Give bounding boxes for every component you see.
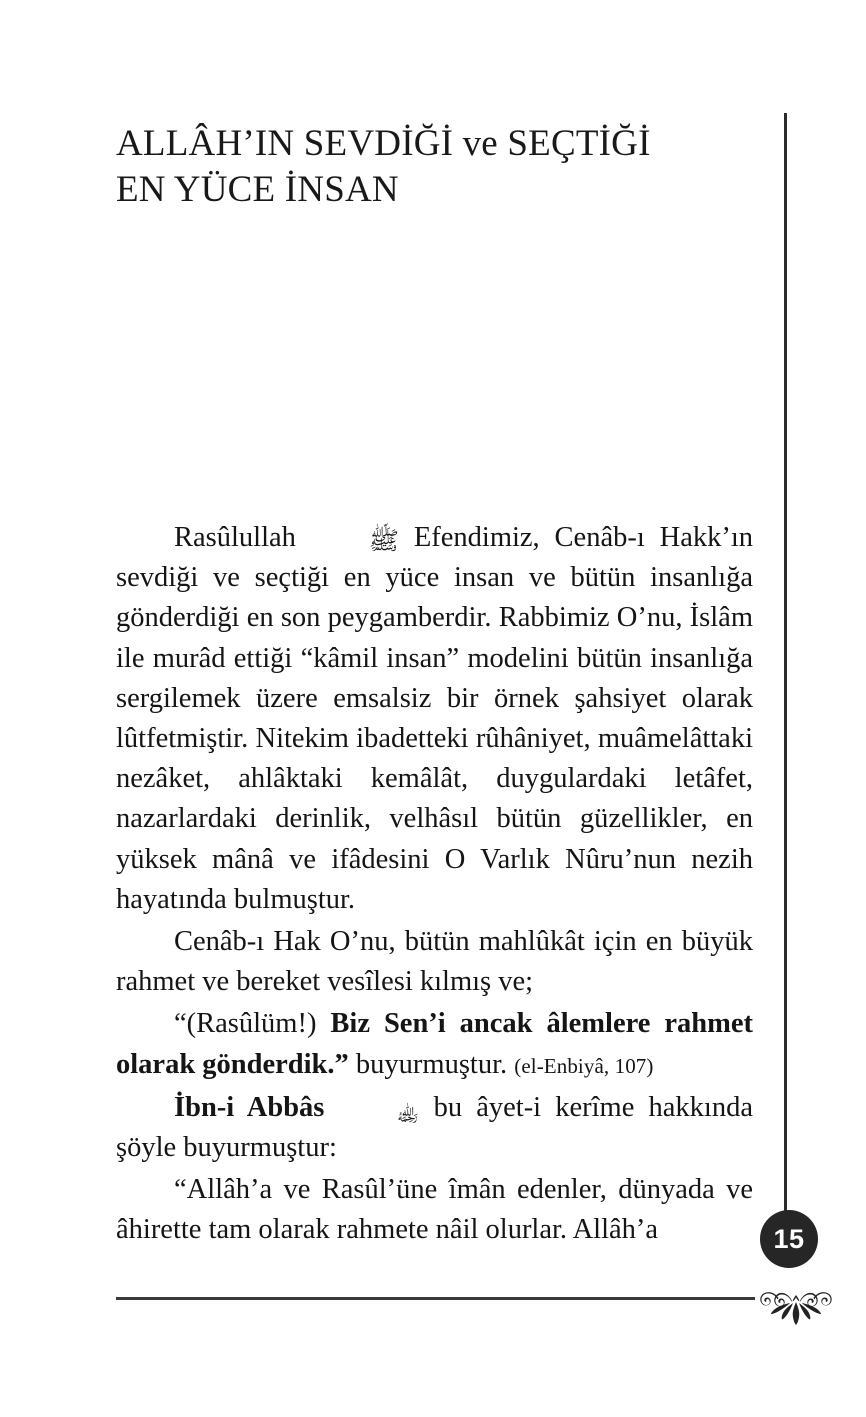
- text-run: Efendimiz, Cenâb-ı Hakk’ın sevdiği ve seçtiği en yüce insan ve bütün insanlığa gönderdiği en son peygamberdir. Rabbimiz O’nu, İslâm ile murâd ettiği “kâmil insan” modelini bütün insanlığa sergilemek üzere emsalsiz bir örnek şahsiyet olarak lûtfetmiştir. Nitekim ibadetteki rûhâniyet, muâmelâttaki nezâket, ahlâktaki kemâlât, duygulardaki letâfet, nazarlardaki derinlik, velhâsıl bütün güzellikler, en yüksek mânâ ve ifâdesini O Varlık Nûru’nun nezih hayatında bulmuştur.: [116, 522, 754, 915]
- text-run: bu âyet-i kerîme hakkında şöyle buyurmuştur:: [116, 1091, 753, 1164]
- text-run: Cenâb-ı Hak O’nu, bütün mahlûkât için en büyük rahmet ve bereket vesîlesi kılmış ve;: [116, 926, 753, 998]
- text-run: “(Rasûlüm!): [174, 1008, 331, 1040]
- page-title: [116, 121, 761, 214]
- bold-text: İbn-i Abbâs: [174, 1091, 325, 1123]
- paragraph-2: [116, 922, 753, 1002]
- floral-flourish-ornament: [750, 1280, 842, 1326]
- text-run: “Allâh’a ve Rasûl’üne îmân edenler, dünyada ve âhirette tam olarak rahmete nâil olurlar. Allâh’a: [116, 1174, 753, 1246]
- page-title-line-2: EN YÜCE İNSAN: [116, 169, 399, 211]
- paragraph-ibn-abbas: İbn-i Abbâs ﵀ bu âyet-i kerîme hakkında şöyle buyurmuştur:: [116, 1091, 753, 1164]
- body-text: [116, 518, 753, 1251]
- text-run: [324, 1092, 338, 1123]
- paragraph-1: Rasûlullah ﷺ Efendimiz, Cenâb-ı Hakk’ın sevdiği ve seçtiği en yüce insan ve bütün insanlığa gönderdiği en son peygamberdir. Rabbimiz O’nu, İslâm ile murâd ettiği “kâmil insan” modelini bütün insanlığa sergilemek üzere emsalsiz bir örnek şahsiyet olarak lûtfetmiştir. Nitekim ibadetteki rûhâniyet, muâmelâttaki nezâket, ahlâktaki kemâlât, duygulardaki letâfet, nazarlardaki derinlik, velhâsıl bütün güzellikler, en yüksek mânâ ve ifâdesini O Varlık Nûru’nun nezih hayatında bulmuştur.: [116, 522, 754, 915]
- vertical-margin-rule: [784, 113, 787, 1248]
- text-run: buyurmuştur.: [348, 1048, 515, 1080]
- paragraph-quote-continued: [116, 1170, 753, 1250]
- bold-text: Biz Sen’i ancak âlemlere rahmet olarak gönderdik.”: [116, 1008, 753, 1080]
- footer-horizontal-rule: [116, 1297, 755, 1300]
- page-number-badge: 15: [760, 1210, 818, 1268]
- text-run: Rasûlullah: [174, 522, 311, 553]
- paragraph-quote-verse: [116, 1004, 753, 1085]
- page-title-line-1: ALLÂH’IN SEVDİĞİ ve SEÇTİĞİ: [116, 122, 651, 164]
- source-citation: (el-Enbiyâ, 107): [514, 1053, 654, 1078]
